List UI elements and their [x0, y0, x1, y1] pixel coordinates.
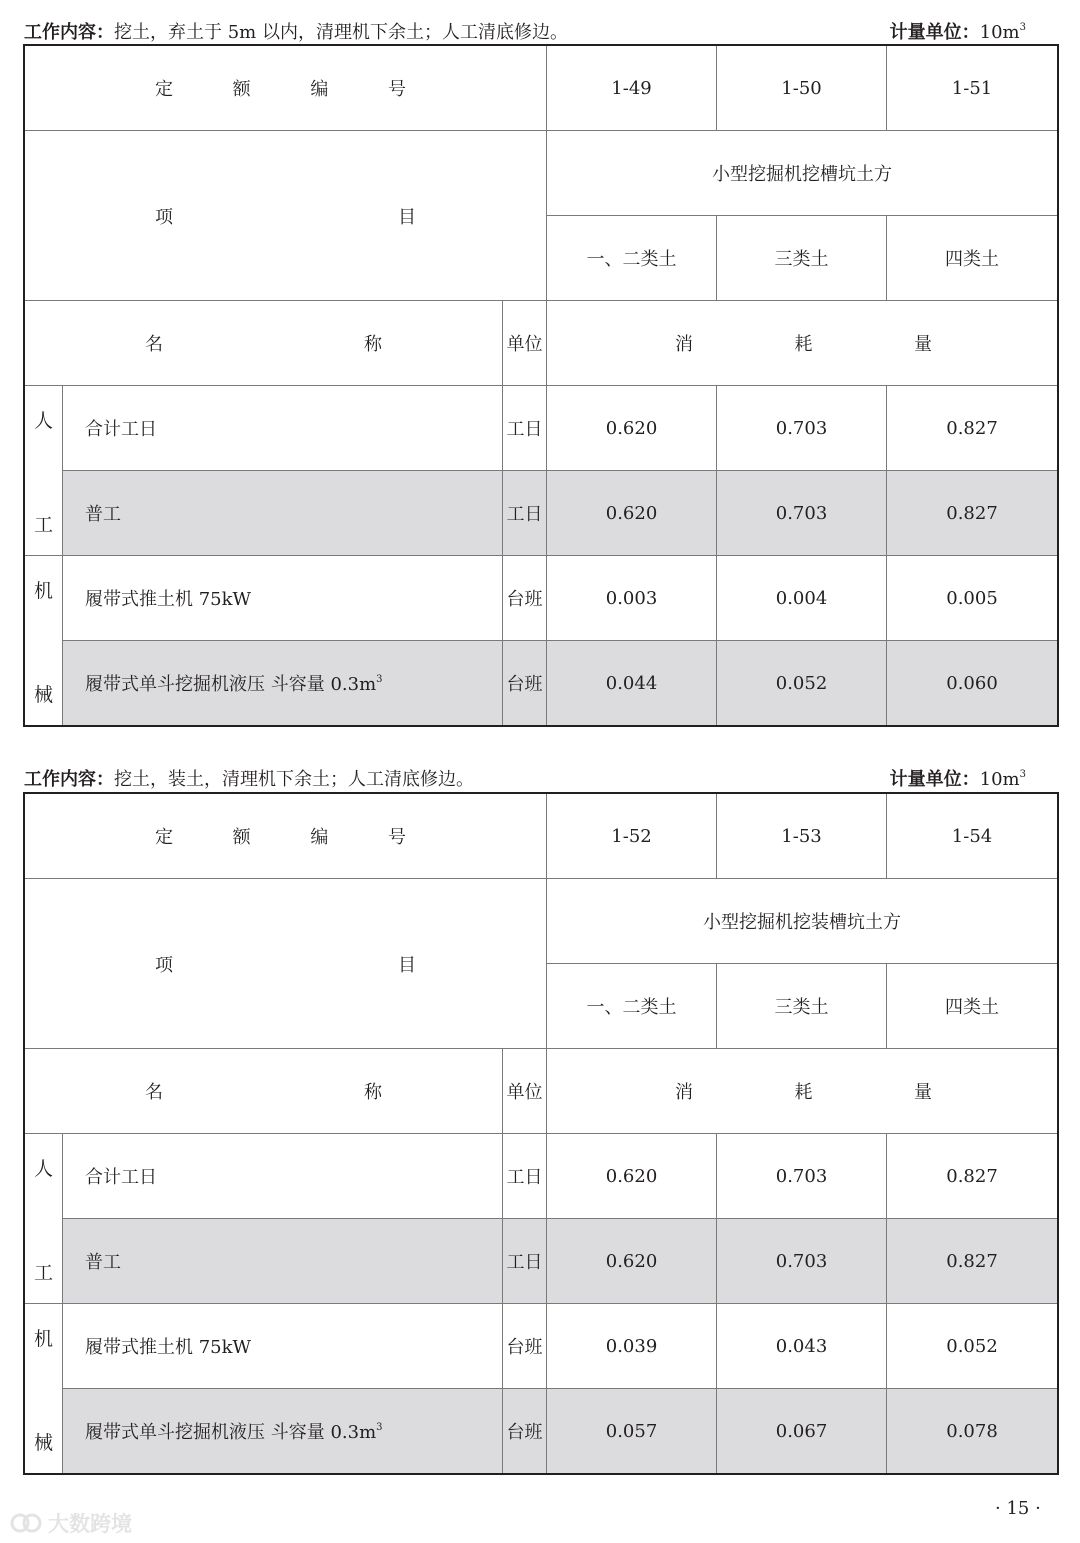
quota-number-cell: 1-53 — [717, 794, 887, 879]
row-unit: 工日 — [503, 471, 547, 556]
labor-category: 人 工 — [25, 1134, 63, 1304]
watermark — [10, 1508, 132, 1538]
machine-category: 机 械 — [25, 1304, 63, 1474]
value-cell: 0.827 — [887, 471, 1058, 556]
row-unit: 台班 — [503, 1304, 547, 1389]
row-name: 履带式单斗挖掘机液压 斗容量 $0.3m^3$ — [63, 641, 503, 726]
value-cell: 0.827 — [887, 1134, 1058, 1219]
value-cell: 0.827 — [887, 1219, 1058, 1304]
table2-header — [24, 767, 1056, 793]
soil-type-cell: 三类土 — [717, 216, 887, 301]
quota-number-row — [25, 794, 1058, 879]
value-cell: 0.703 — [717, 1219, 887, 1304]
quota-number-cell: 1-49 — [547, 46, 717, 131]
row-unit: 台班 — [503, 1389, 547, 1474]
quota-number-cell: 1-50 — [717, 46, 887, 131]
value-cell: 0.620 — [547, 1219, 717, 1304]
value-cell: 0.052 — [887, 1304, 1058, 1389]
item-label: 项 目 — [25, 131, 547, 301]
row-name: 履带式推土机 75kW — [63, 556, 503, 641]
table-row — [25, 1219, 1058, 1304]
row-name: 履带式单斗挖掘机液压 斗容量 $0.3m^3$ — [63, 1389, 503, 1474]
row-name: 合计工日 — [63, 386, 503, 471]
value-cell: 0.039 — [547, 1304, 717, 1389]
value-cell: 0.057 — [547, 1389, 717, 1474]
quota-table-2 — [24, 793, 1058, 1474]
value-cell: 0.620 — [547, 386, 717, 471]
column-header-row — [25, 1049, 1058, 1134]
value-cell: 0.703 — [717, 1134, 887, 1219]
table1-header — [24, 20, 1056, 46]
quota-table-1 — [24, 45, 1058, 726]
table-row — [25, 386, 1058, 471]
row-name: 合计工日 — [63, 1134, 503, 1219]
measure-unit: 计量单位：$10m^3$ — [889, 22, 1026, 43]
value-cell: 0.060 — [887, 641, 1058, 726]
table-row — [25, 1389, 1058, 1474]
watermark-text: 大数跨境 — [48, 1512, 132, 1536]
table-row — [25, 556, 1058, 641]
value-cell: 0.703 — [717, 471, 887, 556]
row-unit: 工日 — [503, 1219, 547, 1304]
value-cell: 0.620 — [547, 1134, 717, 1219]
quota-number-cell: 1-54 — [887, 794, 1058, 879]
row-unit: 台班 — [503, 556, 547, 641]
soil-type-cell: 四类土 — [887, 216, 1058, 301]
quota-number-row — [25, 46, 1058, 131]
machine-category: 机 械 — [25, 556, 63, 726]
value-cell: 0.067 — [717, 1389, 887, 1474]
soil-type-cell: 三类土 — [717, 964, 887, 1049]
row-name: 普工 — [63, 1219, 503, 1304]
value-cell: 0.005 — [887, 556, 1058, 641]
quota-number-label: 定 额 编 号 — [25, 794, 547, 879]
row-name: 履带式推土机 75kW — [63, 1304, 503, 1389]
value-cell: 0.003 — [547, 556, 717, 641]
table-row — [25, 471, 1058, 556]
work-content: 工作内容：挖土，装土，清理机下余土；人工清底修边。 — [24, 769, 474, 790]
row-unit: 工日 — [503, 386, 547, 471]
unit-col-label: 单位 — [503, 1049, 547, 1134]
value-cell: 0.004 — [717, 556, 887, 641]
table-row — [25, 641, 1058, 726]
value-cell: 0.078 — [887, 1389, 1058, 1474]
quota-number-label: 定 额 编 号 — [25, 46, 547, 131]
soil-type-cell: 一、二类土 — [547, 216, 717, 301]
value-cell: 0.827 — [887, 386, 1058, 471]
consumption-label: 消 耗 量 — [547, 1049, 1058, 1134]
item-title: 小型挖掘机挖装槽坑土方 — [547, 879, 1058, 964]
page-number: · 15 · — [995, 1498, 1041, 1519]
unit-col-label: 单位 — [503, 301, 547, 386]
item-label: 项 目 — [25, 879, 547, 1049]
row-unit: 工日 — [503, 1134, 547, 1219]
value-cell: 0.052 — [717, 641, 887, 726]
value-cell: 0.703 — [717, 386, 887, 471]
table-row — [25, 1304, 1058, 1389]
column-header-row — [25, 301, 1058, 386]
value-cell: 0.620 — [547, 471, 717, 556]
quota-number-cell: 1-51 — [887, 46, 1058, 131]
table-row — [25, 1134, 1058, 1219]
soil-type-cell: 一、二类土 — [547, 964, 717, 1049]
name-label: 名 称 — [25, 1049, 503, 1134]
soil-type-cell: 四类土 — [887, 964, 1058, 1049]
measure-unit: 计量单位：$10m^3$ — [889, 769, 1026, 790]
row-name: 普工 — [63, 471, 503, 556]
value-cell: 0.044 — [547, 641, 717, 726]
consumption-label: 消 耗 量 — [547, 301, 1058, 386]
item-title: 小型挖掘机挖槽坑土方 — [547, 131, 1058, 216]
labor-category: 人 工 — [25, 386, 63, 556]
row-unit: 台班 — [503, 641, 547, 726]
work-content: 工作内容：挖土，弃土于 5m 以内，清理机下余土；人工清底修边。 — [24, 22, 568, 43]
value-cell: 0.043 — [717, 1304, 887, 1389]
watermark-logo-icon — [10, 1511, 42, 1535]
name-label: 名 称 — [25, 301, 503, 386]
quota-number-cell: 1-52 — [547, 794, 717, 879]
